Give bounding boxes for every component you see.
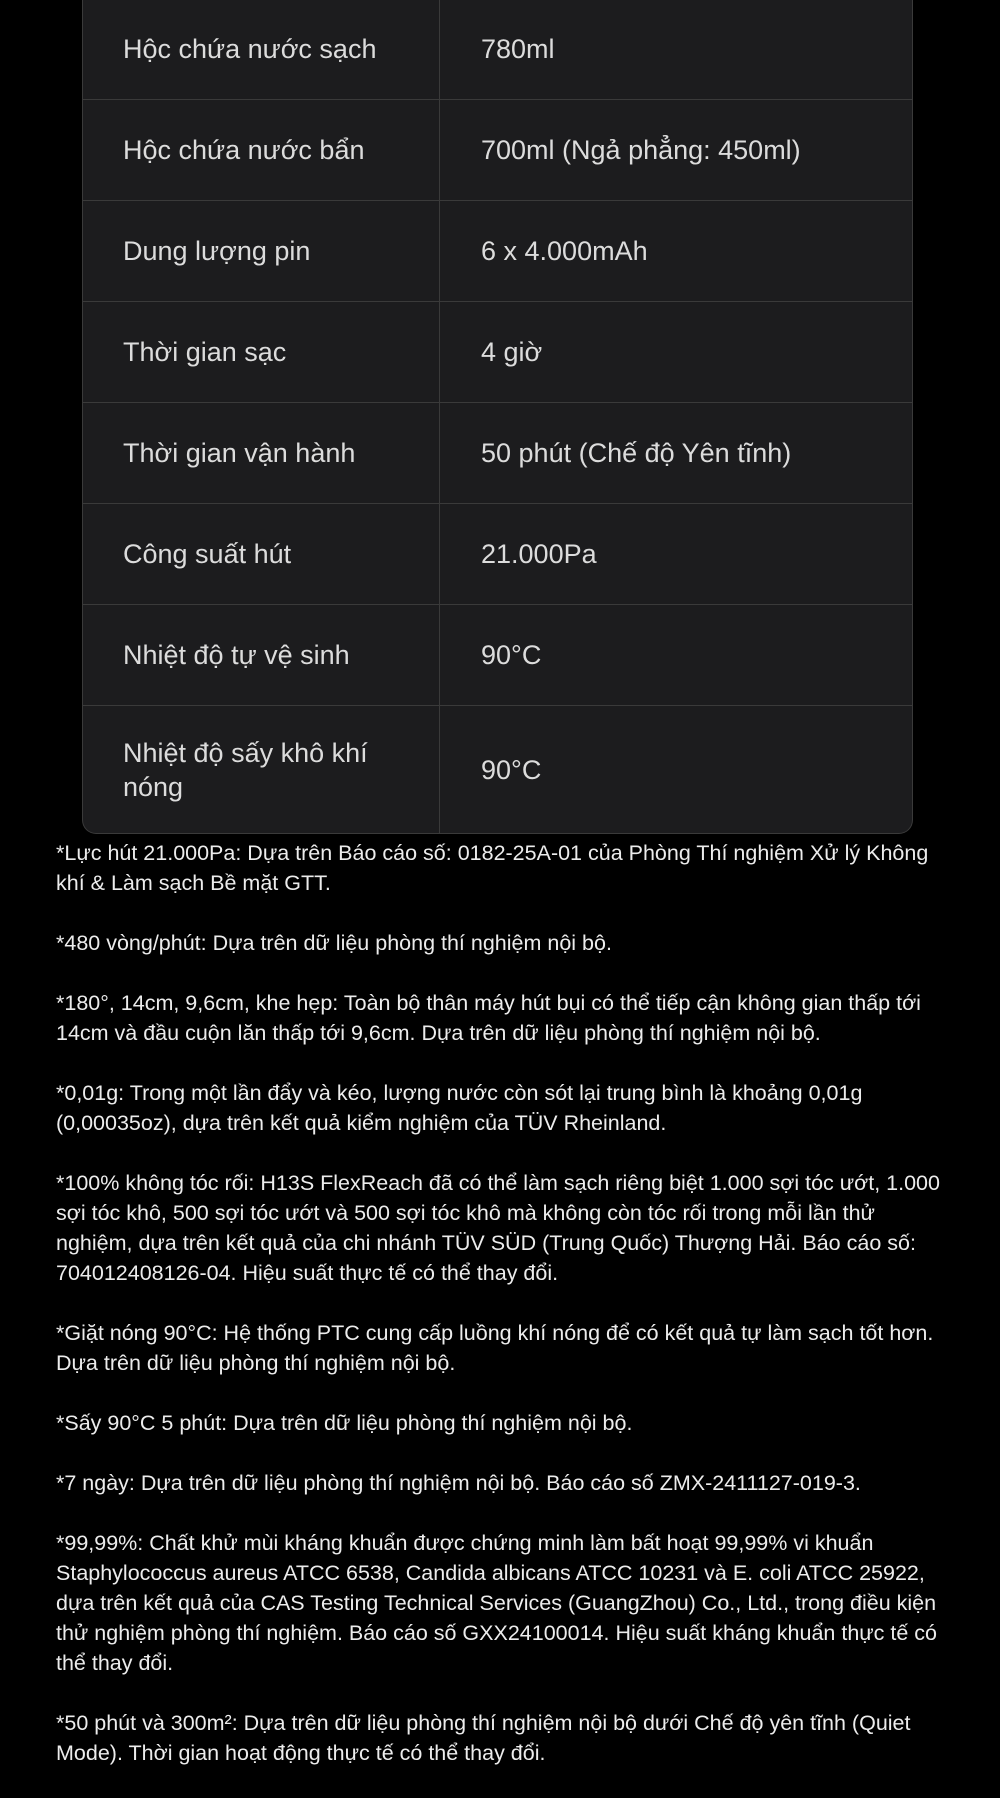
- spec-row-charging-time: [83, 302, 912, 403]
- footnote: *0,01g: Trong một lần đẩy và kéo, lượng nước còn sót lại trung bình là khoảng 0,01g (0,00035oz), dựa trên kết quả kiểm nghiệm của TÜV Rheinland.: [56, 1081, 863, 1135]
- footnote: *Giặt nóng 90°C: Hệ thống PTC cung cấp luồng khí nóng để có kết quả tự làm sạch tốt hơn. Dựa trên dữ liệu phòng thí nghiệm nội bộ.: [56, 1321, 934, 1375]
- spec-row-battery-capacity: [83, 201, 912, 302]
- spec-label: Thời gian sạc: [83, 302, 440, 402]
- spec-value: 21.000Pa: [481, 539, 597, 569]
- footnote: *Sấy 90°C 5 phút: Dựa trên dữ liệu phòng thí nghiệm nội bộ.: [56, 1411, 633, 1435]
- spec-row-suction-power: [83, 504, 912, 605]
- spec-value: 90°C: [481, 754, 542, 785]
- footnote: *Lực hút 21.000Pa: Dựa trên Báo cáo số: 0182-25A-01 của Phòng Thí nghiệm Xử lý Không khí & Làm sạch Bề mặt GTT.: [56, 841, 929, 895]
- spec-row-run-time: [83, 403, 912, 504]
- spec-row-clean-water-tank: [83, 0, 912, 100]
- spec-label: Nhiệt độ sấy khô khí nóng: [83, 706, 440, 833]
- spec-label: Hộc chứa nước sạch: [83, 0, 440, 99]
- footnote: *100% không tóc rối: H13S FlexReach đã có thể làm sạch riêng biệt 1.000 sợi tóc ướt, 1.000 sợi tóc khô, 500 sợi tóc ướt và 500 sợi tóc khô mà không còn tóc rối trong mỗi lần thử nghiệm, dựa trên kết quả của chi nhánh TÜV SÜD (Trung Quốc) Thượng Hải. Báo cáo số: 704012408126-04. Hiệu suất thực tế có thể thay đổi.: [56, 1171, 940, 1285]
- spec-row-dirty-water-tank: [83, 100, 912, 201]
- footnote: *480 vòng/phút: Dựa trên dữ liệu phòng thí nghiệm nội bộ.: [56, 931, 612, 955]
- footnote: *180°, 14cm, 9,6cm, khe hẹp: Toàn bộ thân máy hút bụi có thể tiếp cận không gian thấp tới 14cm và đầu cuộn lăn thấp tới 9,6cm. Dựa trên dữ liệu phòng thí nghiệm nội bộ.: [56, 991, 921, 1045]
- footnote: *7 ngày: Dựa trên dữ liệu phòng thí nghiệm nội bộ. Báo cáo số ZMX-2411127-019-3.: [56, 1471, 861, 1495]
- spec-label: Công suất hút: [83, 504, 440, 604]
- spec-row-hot-air-dry-temperature: [83, 706, 912, 833]
- spec-row-self-clean-temperature: [83, 605, 912, 706]
- spec-value: 700ml (Ngả phẳng: 450ml): [481, 135, 801, 165]
- spec-value: 6 x 4.000mAh: [481, 236, 648, 266]
- spec-table: [82, 0, 913, 834]
- spec-value: 90°C: [481, 640, 542, 670]
- spec-label: Hộc chứa nước bẩn: [83, 100, 440, 200]
- spec-value: 4 giờ: [481, 337, 543, 367]
- footnotes: [56, 838, 956, 1798]
- spec-label: Thời gian vận hành: [83, 403, 440, 503]
- spec-label: Nhiệt độ tự vệ sinh: [83, 605, 440, 705]
- spec-value: 50 phút (Chế độ Yên tĩnh): [481, 438, 792, 468]
- footnote: *50 phút và 300m²: Dựa trên dữ liệu phòng thí nghiệm nội bộ dưới Chế độ yên tĩnh (Quiet Mode). Thời gian hoạt động thực tế có thể thay đổi.: [56, 1711, 911, 1765]
- spec-value: 780ml: [481, 34, 555, 64]
- footnote: *99,99%: Chất khử mùi kháng khuẩn được chứng minh làm bất hoạt 99,99% vi khuẩn Staphylococcus aureus ATCC 6538, Candida albicans ATCC 10231 và E. coli ATCC 25922, dựa trên kết quả của CAS Testing Technical Services (GuangZhou) Co., Ltd., trong điều kiện thử nghiệm phòng thí nghiệm. Báo cáo số GXX24100014. Hiệu suất kháng khuẩn thực tế có thể thay đổi.: [56, 1531, 938, 1675]
- spec-label: Dung lượng pin: [83, 201, 440, 301]
